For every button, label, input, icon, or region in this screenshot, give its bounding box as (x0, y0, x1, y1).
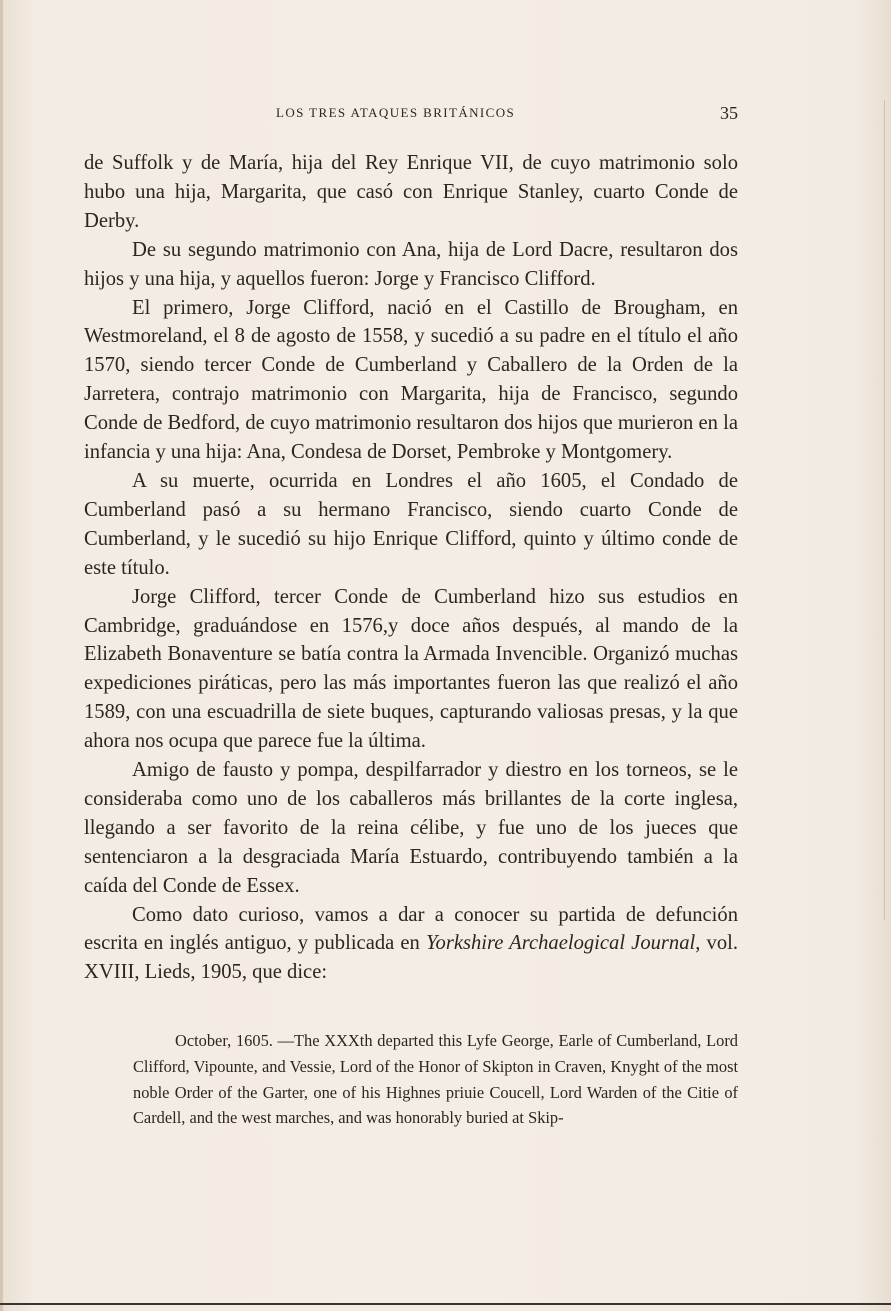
page-right-edge (884, 100, 885, 920)
death-record-quote: October, 1605. —The XXXth departed this Lyfe George, Earle of Cumberland, Lord Clifford, Vipounte, and Vessie, Lord of the Honor of Skipton in Craven, Knyght of the most noble Order of the Garter, one of his Highnes priuie Coucell, Lord Warden of the Citie of Cardell, and the west marches, and was honorably buried at Skip- (133, 1031, 738, 1128)
body-text (84, 149, 738, 987)
paragraph-3: El primero, Jorge Clifford, nació en el Castillo de Brougham, en Westmoreland, el 8 de agosto de 1558, y sucedió a su padre en el título el año 1570, siendo tercer Conde de Cumberland y Caballero de la Orden de la Jarretera, contrajo matrimonio con Margarita, hija de Francisco, segundo Conde de Bedford, de cuyo matrimonio resultaron dos hijos que murieron en la infancia y una hija: Ana, Condesa de Dorset, Pembroke y Montgomery. (84, 296, 738, 464)
page-bottom-edge (0, 1303, 891, 1305)
paragraph-1: de Suffolk y de María, hija del Rey Enrique VII, de cuyo matrimonio solo hubo una hija, Margarita, que casó con Enrique Stanley, cuarto Conde de Derby. (84, 152, 738, 232)
paragraph-7 (84, 901, 738, 988)
page-number: 35 (720, 103, 738, 123)
paragraph-7-text-before: Como dato curioso, vamos a dar a conocer su partida de defunción escrita en inglés antiguo, y publicada en (84, 903, 738, 955)
running-title: LOS TRES ATAQUES BRITÁNICOS (276, 105, 516, 120)
paragraph-2: De su segundo matrimonio con Ana, hija de Lord Dacre, resultaron dos hijos y una hija, y aquellos fueron: Jorge y Francisco Clifford. (84, 238, 738, 290)
paragraph-5: Jorge Clifford, tercer Conde de Cumberland hizo sus estudios en Cambridge, graduándose en 1576,y doce años después, al mando de la Elizabeth Bonaventure se batía contra la Armada Invencible. Organizó muchas expediciones piráticas, pero las más importantes fueron las que realizó el año 1589, con una escuadrilla de siete buques, capturando valiosas presas, y la que ahora nos ocupa que parece fue la última. (84, 585, 738, 753)
paragraph-7-text-after: , vol. XVIII, Lieds, 1905, que dice: (84, 932, 739, 984)
journal-title: Yorkshire Archaelogical Journal (425, 932, 696, 955)
page-left-edge (0, 0, 3, 1311)
paragraph-6: Amigo de fausto y pompa, despilfarrador y diestro en los torneos, se le consideraba como uno de los caballeros más brillantes de la corte inglesa, llegando a ser favorito de la reina célibe, y fue uno de los jueces que sentenciaron a la desgraciada María Estuardo, contribuyendo también a la caída del Conde de Essex. (84, 759, 738, 897)
paragraph-4: A su muerte, ocurrida en Londres el año 1605, el Condado de Cumberland pasó a su hermano Francisco, siendo cuarto Conde de Cumberland, y le sucedió su hijo Enrique Clifford, quinto y último conde de este título. (84, 469, 738, 579)
page-header (84, 103, 738, 125)
